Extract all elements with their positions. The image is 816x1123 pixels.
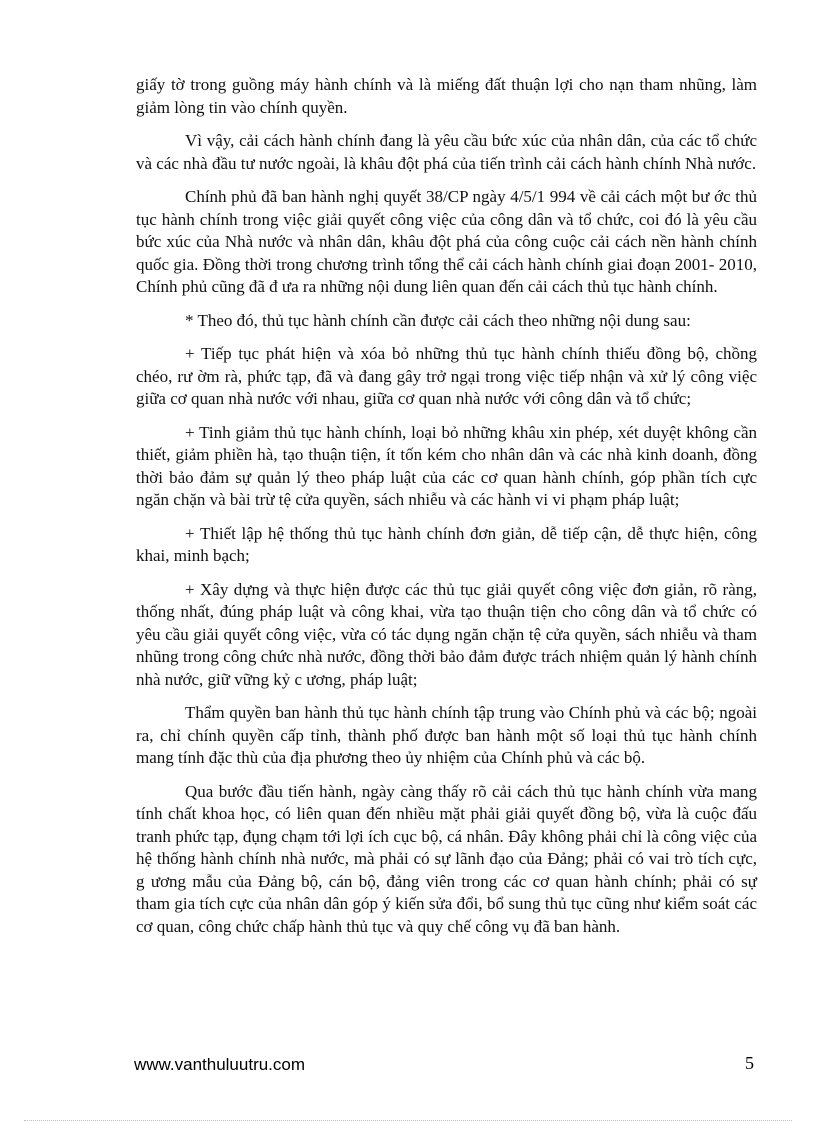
paragraph: + Xây dựng và thực hiện được các thủ tục giải quyết công việc đơn giản, rõ ràng, thống nhất, đúng pháp luật và công khai, vừa tạo thuận tiện cho công dân và tổ chức có yêu cầu giải quyết công việc, vừa có tác dụng ngăn chặn tệ cửa quyền, sách nhiễu và tham nhũng trong công chức nhà nước, đồng thời bảo đảm được trách nhiệm quản lý hành chính nhà nước, giữ vững kỷ c ương, pháp luật; — [136, 579, 757, 689]
page-number: 5 — [745, 1053, 754, 1073]
paragraph: Thẩm quyền ban hành thủ tục hành chính tập trung vào Chính phủ và các bộ; ngoài ra, chỉ chính quyền cấp tỉnh, thành phố được ban hành một số loại thủ tục hành chính mang tính đặc thù của địa phương theo ủy nhiệm của Chính phủ và các bộ. — [136, 703, 757, 767]
document-body — [136, 74, 757, 949]
paragraph: + Thiết lập hệ thống thủ tục hành chính đơn giản, dễ tiếp cận, dễ thực hiện, công khai, minh bạch; — [136, 523, 757, 565]
paragraph: Chính phủ đã ban hành nghị quyết 38/CP ngày 4/5/1 994 về cải cách một bư ớc thủ tục hành chính trong việc giải quyết công việc của công dân và tổ chức, coi đó là yêu cầu bức xúc của Nhà nước và nhân dân, khâu đột phá của công cuộc cải cách nền hành chính quốc gia. Đồng thời trong chương trình tổng thể cải cách hành chính giai đoạn 2001- 2010, Chính phủ cũng đã đ ưa ra những nội dung liên quan đến cải cách thủ tục hành chính. — [136, 187, 757, 296]
paragraph: + Tiếp tục phát hiện và xóa bỏ những thủ tục hành chính thiếu đồng bộ, chồng chéo, rư ờm rà, phức tạp, đã và đang gây trở ngại trong việc tiếp nhận và xử lý công việc giữa cơ quan nhà nước với nhau, giữa cơ quan nhà nước với công dân và tổ chức; — [136, 344, 757, 408]
footer-website: www.vanthuluutru.com — [134, 1055, 306, 1074]
paragraph: * Theo đó, thủ tục hành chính cần được cải cách theo những nội dung sau: — [185, 310, 691, 330]
paragraph: giấy tờ trong guồng máy hành chính và là miếng đất thuận lợi cho nạn tham nhũng, làm giảm lòng tin vào chính quyền. — [136, 75, 757, 117]
page-bottom-divider — [24, 1120, 792, 1121]
paragraph: Qua bước đầu tiến hành, ngày càng thấy rõ cải cách thủ tục hành chính vừa mang tính chất khoa học, có liên quan đến nhiều mặt phải giải quyết đồng bộ, vừa là cuộc đấu tranh phức tạp, đụng chạm tới lợi ích cục bộ, cá nhân. Đây không phải chỉ là công việc của hệ thống hành chính nhà nước, mà phải có sự lãnh đạo của Đảng; phải có vai trò tích cực, g ương mẫu của Đảng bộ, cán bộ, đảng viên trong các cơ quan hành chính; phải có sự tham gia tích cực của nhân dân góp ý kiến sửa đổi, bổ sung thủ tục cũng như kiểm soát các cơ quan, công chức chấp hành thủ tục và quy chế công vụ đã ban hành. — [136, 781, 757, 936]
paragraph: Vì vậy, cải cách hành chính đang là yêu cầu bức xúc của nhân dân, của các tổ chức và các nhà đầu tư nước ngoài, là khâu đột phá của tiến trình cải cách hành chính Nhà nước. — [136, 131, 757, 173]
paragraph: + Tinh giảm thủ tục hành chính, loại bỏ những khâu xin phép, xét duyệt không cần thiết, giảm phiền hà, tạo thuận tiện, ít tốn kém cho nhân dân và các nhà kinh doanh, đồng thời bảo đảm sự quản lý theo pháp luật của các cơ quan hành chính, góp phần tích cực ngăn chặn và bài trừ tệ cửa quyền, sách nhiễu và các hành vi vi phạm pháp luật; — [136, 422, 757, 509]
